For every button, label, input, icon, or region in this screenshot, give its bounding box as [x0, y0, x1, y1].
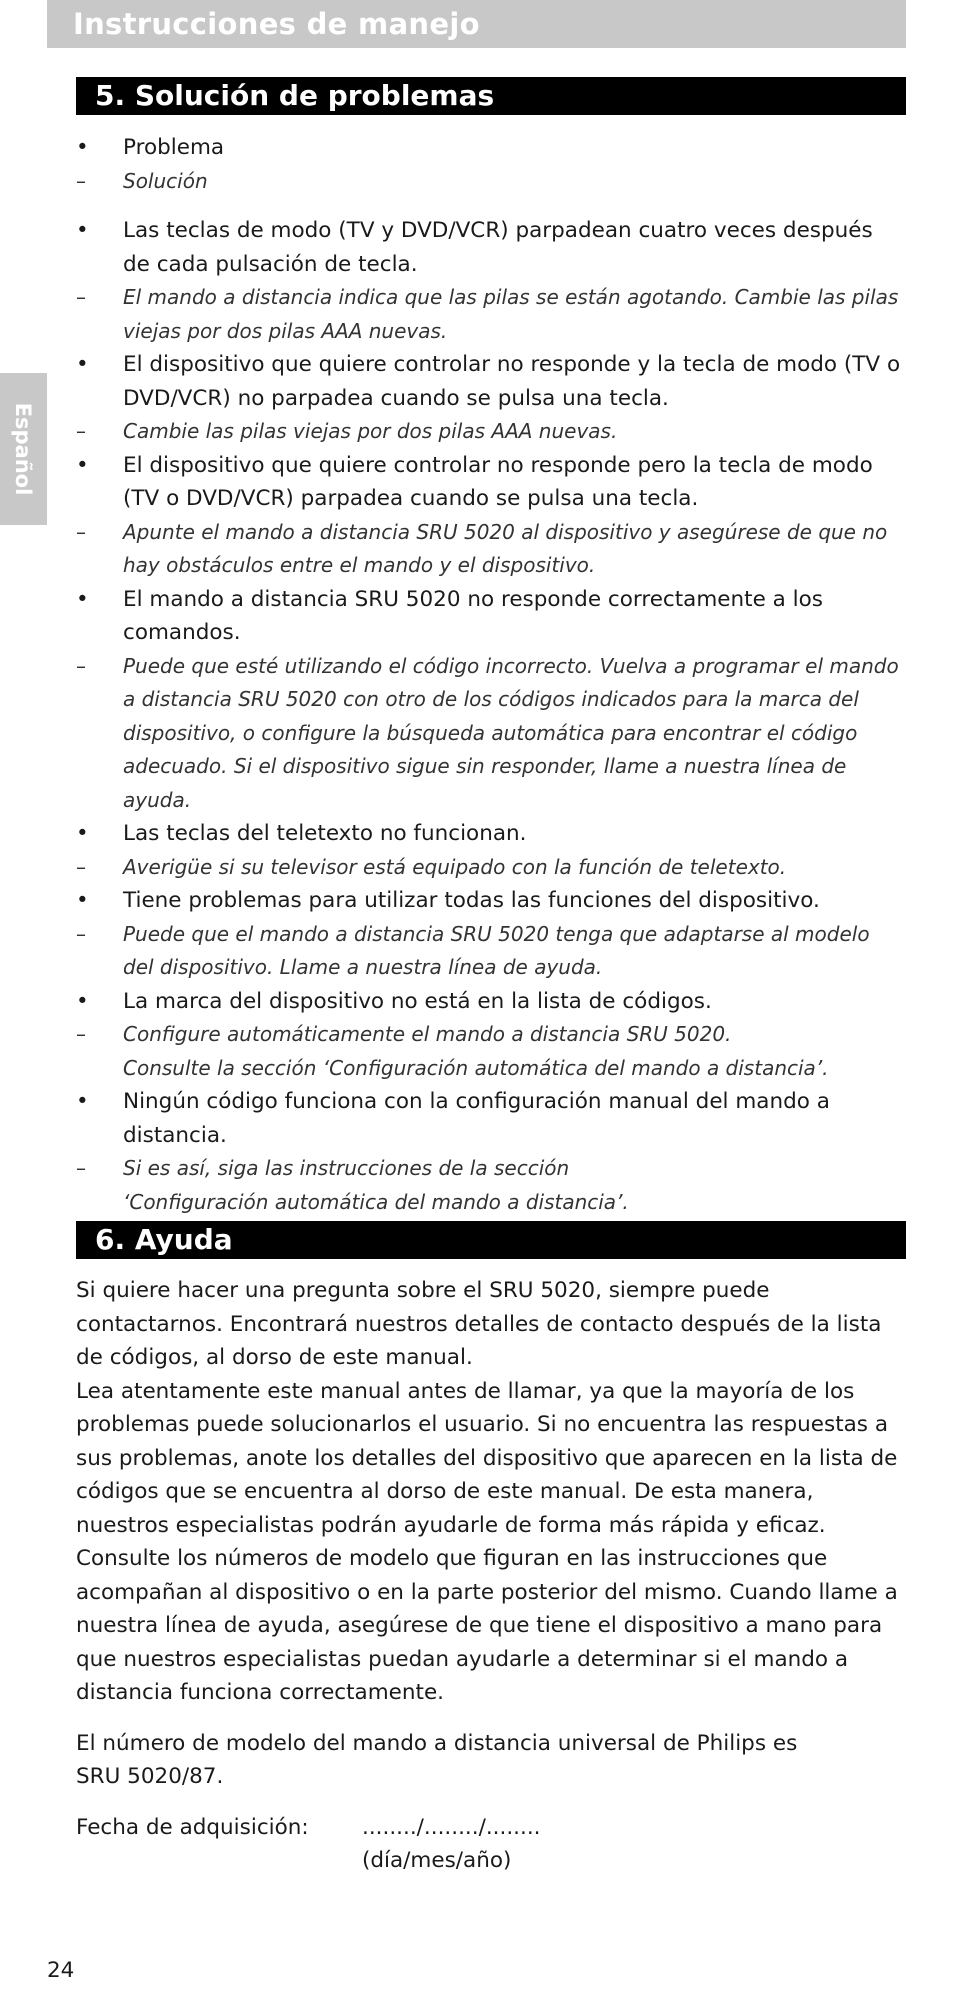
dash-mark: – [76, 653, 86, 678]
legend-text: Problema [123, 135, 225, 160]
purchase-date-blank: ......../......../........ [362, 1814, 541, 1840]
solution-item [76, 281, 906, 348]
bullet-mark: • [76, 452, 89, 478]
problem-item [76, 985, 906, 1019]
problem-text: El mando a distancia SRU 5020 no responde correctamente a los comandos. [123, 586, 823, 645]
legend-text: Solución [123, 168, 208, 193]
dash-mark: – [76, 1022, 86, 1046]
solution-text: Puede que el mando a distancia SRU 5020 tenga que adaptarse al modelo del dispositivo. Llame a nuestra línea de ayuda. [123, 921, 870, 979]
bullet-mark: • [76, 586, 89, 612]
header-title: Instrucciones de manejo [73, 7, 480, 41]
solution-item [76, 851, 906, 885]
help-paragraph-before-calling: Lea atentamente este manual antes de llamar, ya que la mayoría de los problemas puede solucionarlos el usuario. Si no encuentra las respuestas a sus problemas, anote los detalles del dispositivo que aparecen en la lista de códigos que se encuentra al dorso de este manual. De esta manera, nuestros especialistas podrán ayudarle de forma más rápida y eficaz. Consulte los números de modelo que figuran en las instrucciones que acompañan al dispositivo o en la parte posterior del mismo. Cuando llame a nuestra línea de ayuda, asegúrese de que tiene el dispositivo a mano para que nuestros especialistas puedan ayudarle a determinar si el mando a distancia funciona correctamente. [76, 1378, 898, 1705]
language-tab-label: Español [11, 402, 35, 496]
purchase-date-field [362, 1811, 541, 1878]
solution-text: Averigüe si su televisor está equipado con la función de teletexto. [123, 854, 787, 879]
bullet-mark: • [76, 135, 89, 160]
section-heading-troubleshooting [76, 77, 906, 115]
dash-mark: – [76, 168, 86, 193]
help-paragraph-contact: Si quiere hacer una pregunta sobre el SRU 5020, siempre puede contactarnos. Encontrará nuestros detalles de contacto después de la lista de códigos, al dorso de este manual. [76, 1278, 882, 1370]
problem-item [76, 817, 906, 851]
bullet-mark: • [76, 988, 89, 1014]
solution-item [76, 918, 906, 985]
section-heading-help [76, 1221, 906, 1259]
section-title: 6. Ayuda [95, 1223, 233, 1256]
dash-mark: – [76, 519, 86, 544]
solution-item [76, 415, 906, 449]
problem-item [76, 884, 906, 918]
dash-mark: – [76, 921, 86, 946]
problem-text: Tiene problemas para utilizar todas las funciones del dispositivo. [123, 888, 820, 913]
bullet-mark: • [76, 888, 89, 913]
purchase-date-label: Fecha de adquisición: [76, 1814, 309, 1840]
problem-text: El dispositivo que quiere controlar no responde pero la tecla de modo (TV o DVD/VCR) parpadea cuando se pulsa una tecla. [123, 452, 873, 511]
solution-text: Si es así, siga las instrucciones de la sección [123, 1156, 570, 1180]
solution-text-line2: Consulte la sección ‘Configuración automática del mando a distancia’. [123, 1055, 829, 1080]
bullet-mark: • [76, 821, 89, 846]
language-side-tab [0, 373, 47, 525]
problem-text: Ningún código funciona con la configuración manual del mando a distancia. [123, 1089, 830, 1148]
problem-item [76, 583, 906, 650]
dash-mark: – [76, 854, 86, 879]
model-number-line1: El número de modelo del mando a distancia universal de Philips es [76, 1730, 798, 1756]
solution-text-line2: ‘Configuración automática del mando a distancia’. [123, 1189, 629, 1214]
page-number: 24 [47, 1958, 75, 1983]
solution-item [76, 1152, 906, 1219]
legend-solution [76, 165, 906, 199]
problem-text: El dispositivo que quiere controlar no responde y la tecla de modo (TV o DVD/VCR) no parpadea cuando se pulsa una tecla. [123, 352, 901, 411]
solution-text: Puede que esté utilizando el código incorrecto. Vuelva a programar el mando a distancia SRU 5020 con otro de los códigos indicados para la marca del dispositivo, o configure la búsqueda automática para encontrar el código adecuado. Si el dispositivo sigue sin responder, llame a nuestra línea de ayuda. [123, 653, 899, 812]
solution-item [76, 650, 906, 818]
problem-text: Las teclas de modo (TV y DVD/VCR) parpadean cuatro veces después de cada pulsación de tecla. [123, 218, 873, 277]
bullet-mark: • [76, 352, 89, 377]
solution-text: Apunte el mando a distancia SRU 5020 al dispositivo y asegúrese de que no hay obstáculos entre el mando y el dispositivo. [123, 519, 888, 577]
legend-problem [76, 131, 906, 165]
dash-mark: – [76, 419, 86, 443]
dash-mark: – [76, 285, 86, 309]
problem-item [76, 449, 906, 516]
dash-mark: – [76, 1156, 86, 1180]
purchase-date-row [76, 1811, 906, 1878]
purchase-date-format: (día/mes/año) [362, 1848, 512, 1873]
troubleshooting-list [76, 131, 906, 1219]
problem-item [76, 348, 906, 415]
model-number-value: SRU 5020/87. [76, 1764, 224, 1789]
bullet-mark: • [76, 1089, 89, 1114]
problem-item [76, 214, 906, 281]
problem-item [76, 1085, 906, 1152]
solution-item [76, 1018, 906, 1085]
solution-text: Configure automáticamente el mando a distancia SRU 5020. [123, 1022, 732, 1046]
solution-text: Cambie las pilas viejas por dos pilas AAA nuevas. [123, 419, 618, 443]
problem-text: Las teclas del teletexto no funcionan. [123, 821, 527, 846]
help-section [76, 1274, 906, 1878]
solution-text: El mando a distancia indica que las pilas se están agotando. Cambie las pilas viejas por dos pilas AAA nuevas. [123, 285, 899, 343]
problem-text: La marca del dispositivo no está en la lista de códigos. [123, 988, 712, 1014]
solution-item [76, 516, 906, 583]
model-number-paragraph [76, 1727, 906, 1794]
section-title: 5. Solución de problemas [95, 79, 495, 112]
bullet-mark: • [76, 218, 89, 243]
header-bar [47, 0, 906, 48]
